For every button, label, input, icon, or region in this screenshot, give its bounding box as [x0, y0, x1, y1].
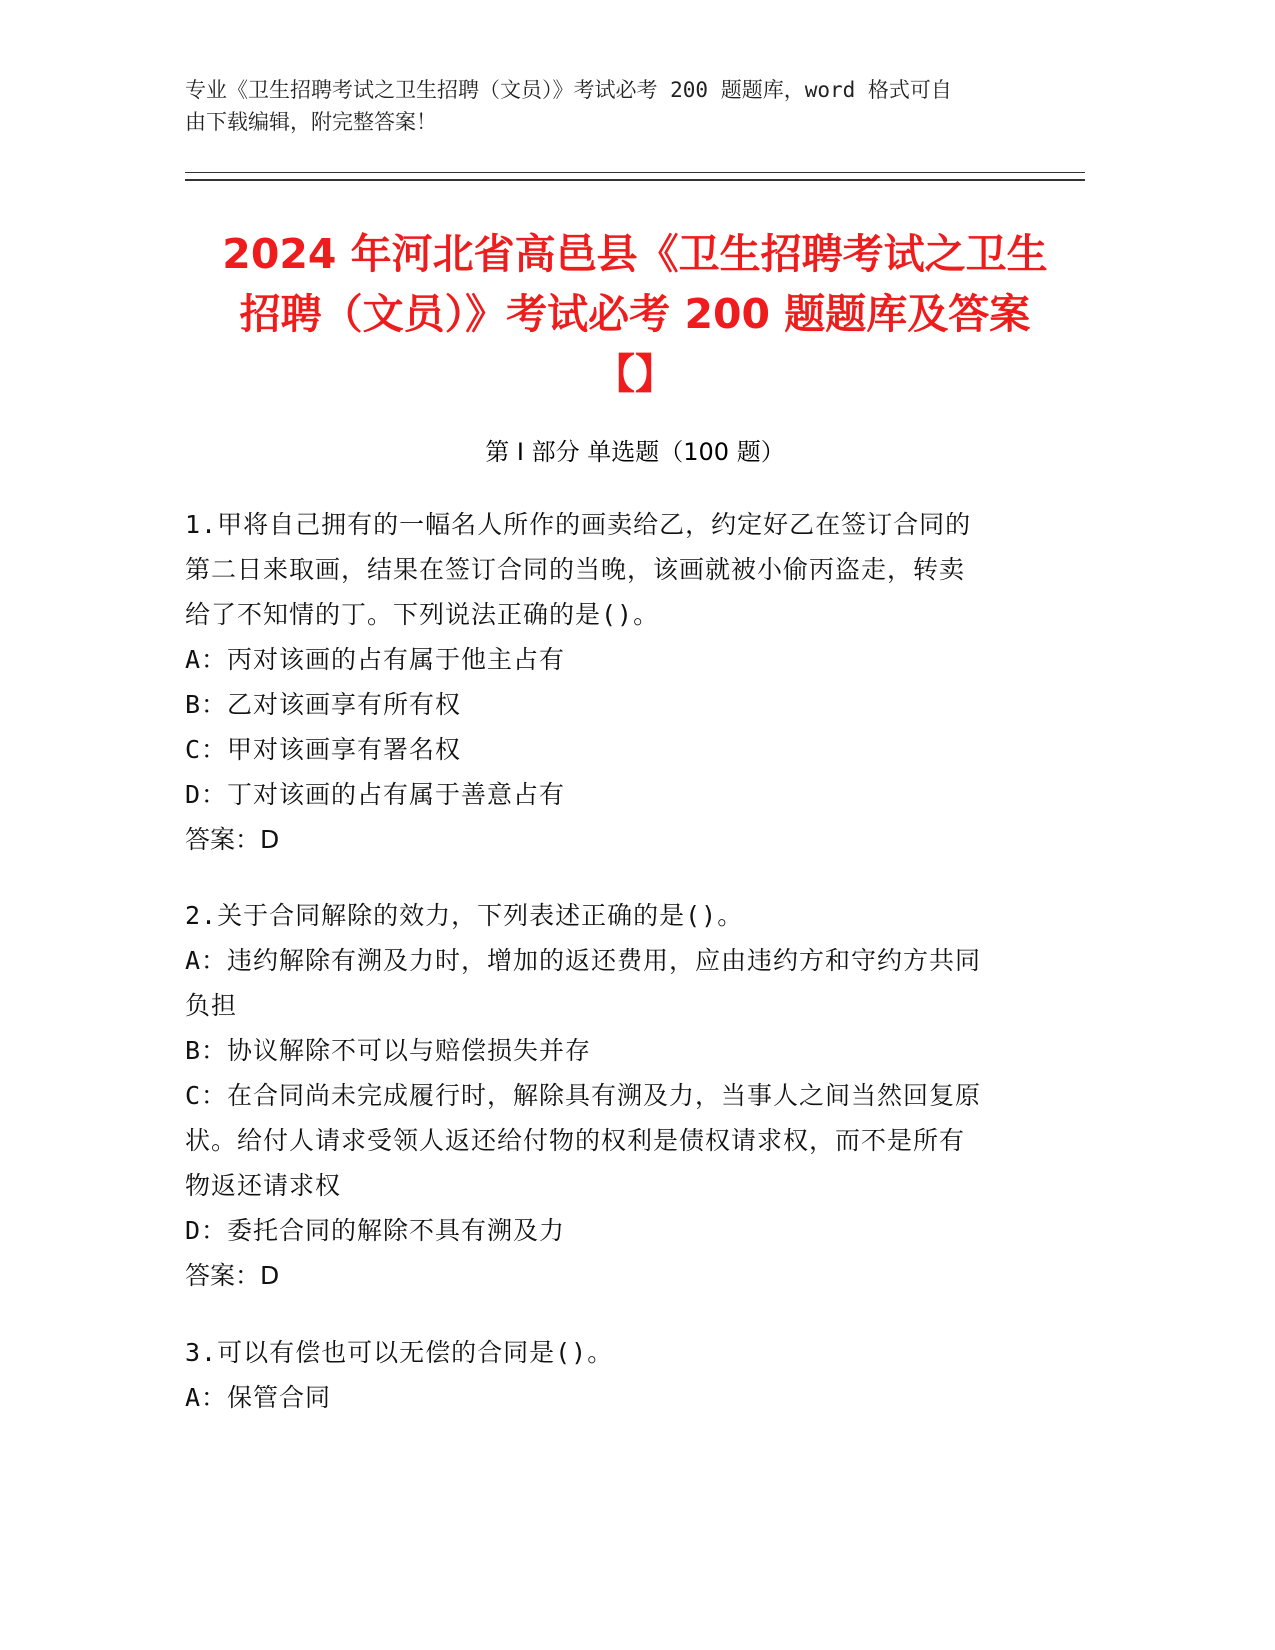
title-line-1: 2024 年河北省高邑县《卫生招聘考试之卫生: [222, 230, 1048, 278]
option-a: A：保管合同: [185, 1383, 332, 1412]
question-3: [185, 1330, 1045, 1420]
option-c: C：甲对该画享有署名权: [185, 735, 462, 764]
option-b: B：乙对该画享有所有权: [185, 690, 462, 719]
intro-text: [185, 74, 1085, 138]
question-stem-line: 1.甲将自己拥有的一幅名人所作的画卖给乙，约定好乙在签订合同的: [185, 510, 972, 539]
intro-line-2: 由下载编辑，附完整答案！: [185, 110, 437, 134]
title-line-3: 【】: [594, 350, 676, 398]
document-title: [185, 224, 1085, 404]
section-heading: 第 I 部分 单选题（100 题）: [485, 438, 785, 466]
option-a: A：丙对该画的占有属于他主占有: [185, 645, 566, 674]
header-divider-thin: [185, 172, 1085, 173]
question-stem-line: 2.关于合同解除的效力，下列表述正确的是()。: [185, 901, 744, 930]
title-line-2: 招聘（文员）》考试必考 200 题题库及答案: [239, 290, 1031, 338]
option-b: B：协议解除不可以与赔偿损失并存: [185, 1036, 592, 1065]
option-a-continued: 负担: [185, 991, 238, 1020]
option-a: A：违约解除有溯及力时，增加的返还费用，应由违约方和守约方共同: [185, 946, 982, 975]
answer-label: 答案：D: [185, 1261, 280, 1290]
question-stem-line: 3.可以有偿也可以无偿的合同是()。: [185, 1338, 614, 1367]
header-divider-thick: [185, 179, 1085, 181]
question-stem-line: 给了不知情的丁。下列说法正确的是()。: [185, 600, 660, 629]
option-d: D：丁对该画的占有属于善意占有: [185, 780, 566, 809]
intro-line-1: 专业《卫生招聘考试之卫生招聘（文员）》考试必考 200 题题库，word 格式可自: [185, 78, 952, 102]
question-2: [185, 893, 1045, 1298]
question-1: [185, 502, 1045, 862]
option-d: D：委托合同的解除不具有溯及力: [185, 1216, 566, 1245]
question-stem-line: 第二日来取画，结果在签订合同的当晚，该画就被小偷丙盗走，转卖: [185, 555, 966, 584]
option-c-continued: 状。给付人请求受领人返还给付物的权利是债权请求权，而不是所有: [185, 1126, 966, 1155]
option-c-continued: 物返还请求权: [185, 1171, 342, 1200]
option-c: C：在合同尚未完成履行时，解除具有溯及力，当事人之间当然回复原: [185, 1081, 982, 1110]
answer-label: 答案：D: [185, 825, 280, 854]
